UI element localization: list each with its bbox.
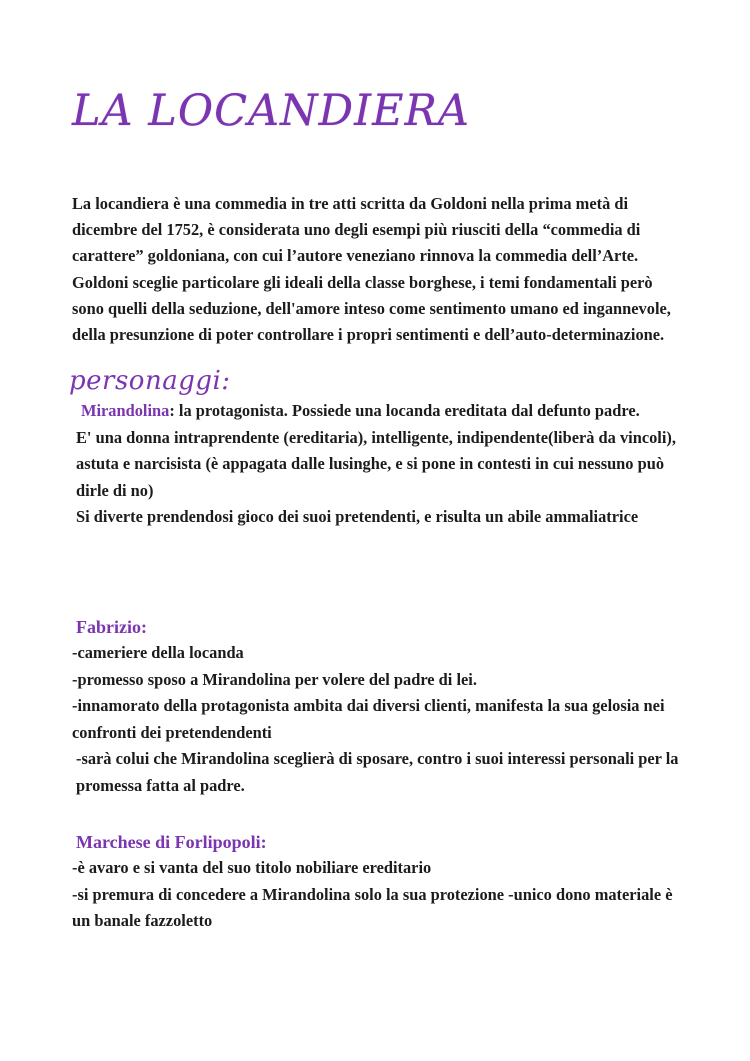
marchese-line-1: -è avaro e si vanta del suo titolo nobiliare ereditario [72,858,432,877]
fabrizio-line-3: -innamorato della protagonista ambita dai diversi clienti, manifesta la sua gelosia nei confronti dei pretendendenti [72,696,665,742]
fabrizio-line-2: -promesso sposo a Mirandolina per volere del padre di lei. [72,669,477,689]
document-title: LA LOCANDIERA [72,86,470,136]
character-name-mirandolina: Mirandolina [81,401,170,420]
fabrizio-line-1: -cameriere della locanda [72,643,244,662]
mirandolina-line-3: Si diverte prendendosi gioco dei suoi pretendenti, e risulta un abile ammaliatrice [76,507,639,526]
mirandolina-intro-line [72,398,692,425]
characters-section-heading: personaggi: [69,366,231,396]
character-fabrizio [72,614,692,799]
character-name-marchese: Marchese di Forlipopoli: [76,832,267,852]
character-mirandolina [72,398,692,531]
mirandolina-line-1: : la protagonista. Possiede una locanda ereditata dal defunto padre. [169,401,640,420]
character-name-fabrizio: Fabrizio: [76,617,147,637]
marchese-line-2: -si premura di concedere a Mirandolina solo la sua protezione -unico dono materiale è un banale fazzoletto [72,884,673,930]
intro-paragraph: La locandiera è una commedia in tre atti scritta da Goldoni nella prima metà di dicembre del 1752, è considerata uno degli esempi più riusciti della “commedia di carattere” goldoniana, con cui l’autore veneziano rinnova la commedia dell’Arte. Goldoni sceglie particolare gli ideali della classe borghese, i temi fondamentali però sono quelli della seduzione, dell'amore inteso come sentimento umano ed ingannevole, della presunzione di poter controllare i propri sentimenti e dell’auto-determinazione. [72,194,671,345]
character-marchese [72,829,692,935]
fabrizio-line-4: -sarà colui che Mirandolina sceglierà di sposare, contro i suoi interessi personali per la promessa fatta al padre. [76,749,679,795]
mirandolina-line-2: E' una donna intraprendente (ereditaria), intelligente, indipendente(liberà da vincoli), astuta e narcisista (è appagata dalle lusinghe, e si pone in contesti in cui nessuno può dirle di no) [76,427,676,500]
